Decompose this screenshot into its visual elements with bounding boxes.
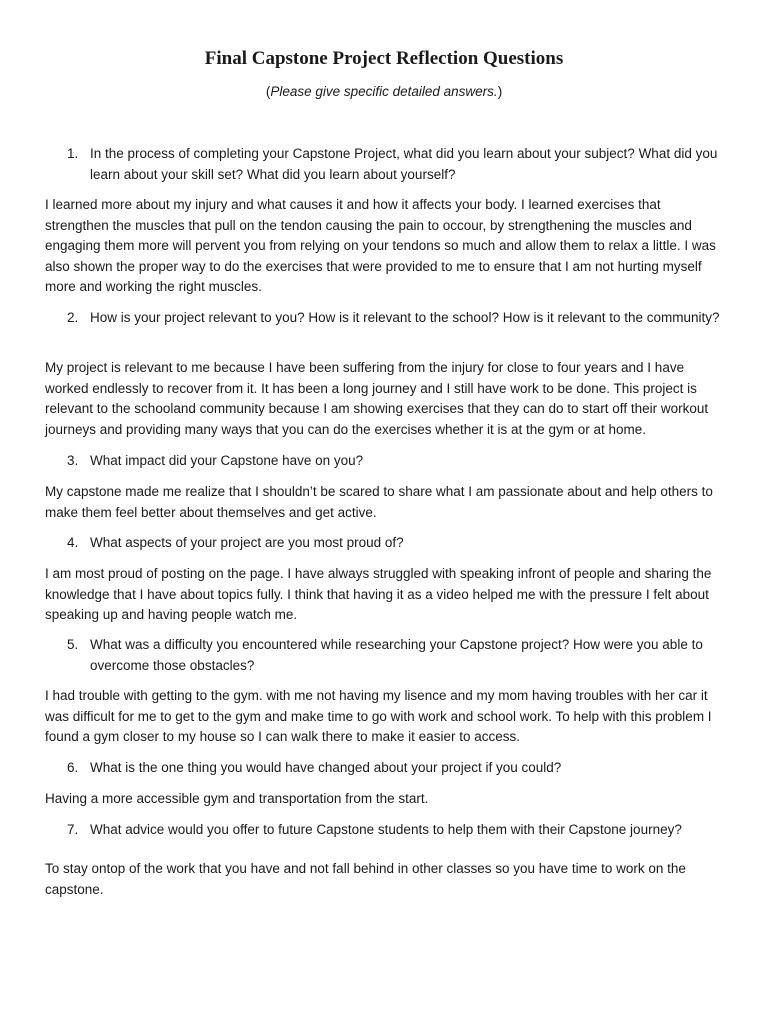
- question-text: What is the one thing you would have changed about your project if you could?: [90, 760, 562, 775]
- document-title: Final Capstone Project Reflection Questions: [204, 48, 564, 69]
- question-text: How is your project relevant to you? How is it relevant to the school? How is it relevant to the community?: [90, 310, 720, 325]
- question-number: 6.: [67, 760, 79, 775]
- document-subtitle: [0, 82, 768, 102]
- question-3: [45, 451, 727, 472]
- question-number: 1.: [67, 146, 79, 161]
- question-number: 7.: [67, 822, 79, 837]
- answer-1: I learned more about my injury and what causes it and how it affects your body. I learned exercises that strengthen the muscles that pull on the tendon causing the pain to occour, by strengthening the muscles and engaging them more will pervent you from relying on your tendons so much and allow them to relax a little. I was also shown the proper way to do the exercises that were provided to me to ensure that I am not hurting myself more and working the right muscles.: [45, 197, 716, 294]
- question-number: 4.: [67, 535, 79, 550]
- answer-4: I am most proud of posting on the page. I have always struggled with speaking infront of people and sharing the knowledge that I have about topics fully. I think that having it as a video helped me with the pressure I felt about speaking up and having people watch me.: [45, 566, 712, 622]
- answer-2: My project is relevant to me because I have been suffering from the injury for close to four years and I have worked endlessly to recover from it. It has been a long journey and I still have work to be done. This project is relevant to the schooland community because I am showing exercises that they can do to start off their workout journeys and providing many ways that you can do the exercises whether it is at the gym or at home.: [45, 360, 709, 437]
- question-1: [45, 144, 727, 185]
- subtitle-open-paren: (: [265, 84, 271, 99]
- question-text: What advice would you offer to future Capstone students to help them with their Capstone journey?: [90, 822, 682, 837]
- question-number: 2.: [67, 310, 79, 325]
- question-4: [45, 533, 727, 554]
- answer-5: I had trouble with getting to the gym. with me not having my lisence and my mom having troubles with her car it was difficult for me to get to the gym and make time to go with work and school work. To help with this problem I found a gym closer to my house so I can walk there to make it easier to access.: [45, 688, 712, 744]
- answer-6: Having a more accessible gym and transportation from the start.: [45, 791, 429, 806]
- question-2: [45, 308, 727, 329]
- question-6: [45, 758, 727, 779]
- question-text: What impact did your Capstone have on you?: [90, 453, 364, 468]
- question-7: [45, 820, 727, 841]
- question-5: [45, 635, 727, 676]
- question-text: What aspects of your project are you most proud of?: [90, 535, 404, 550]
- question-number: 5.: [67, 637, 79, 652]
- subtitle-instruction: Please give specific detailed answers.: [270, 84, 498, 99]
- subtitle-close-paren: ): [497, 84, 503, 99]
- question-number: 3.: [67, 453, 79, 468]
- answer-7: To stay ontop of the work that you have and not fall behind in other classes so you have time to work on the capstone.: [45, 861, 686, 897]
- answer-3: My capstone made me realize that I shouldn’t be scared to share what I am passionate about and help others to make them feel better about themselves and get active.: [45, 484, 713, 520]
- question-text: In the process of completing your Capstone Project, what did you learn about your subject? What did you learn about your skill set? What did you learn about yourself?: [90, 146, 718, 182]
- question-text: What was a difficulty you encountered while researching your Capstone project? How were you able to overcome those obstacles?: [90, 637, 703, 673]
